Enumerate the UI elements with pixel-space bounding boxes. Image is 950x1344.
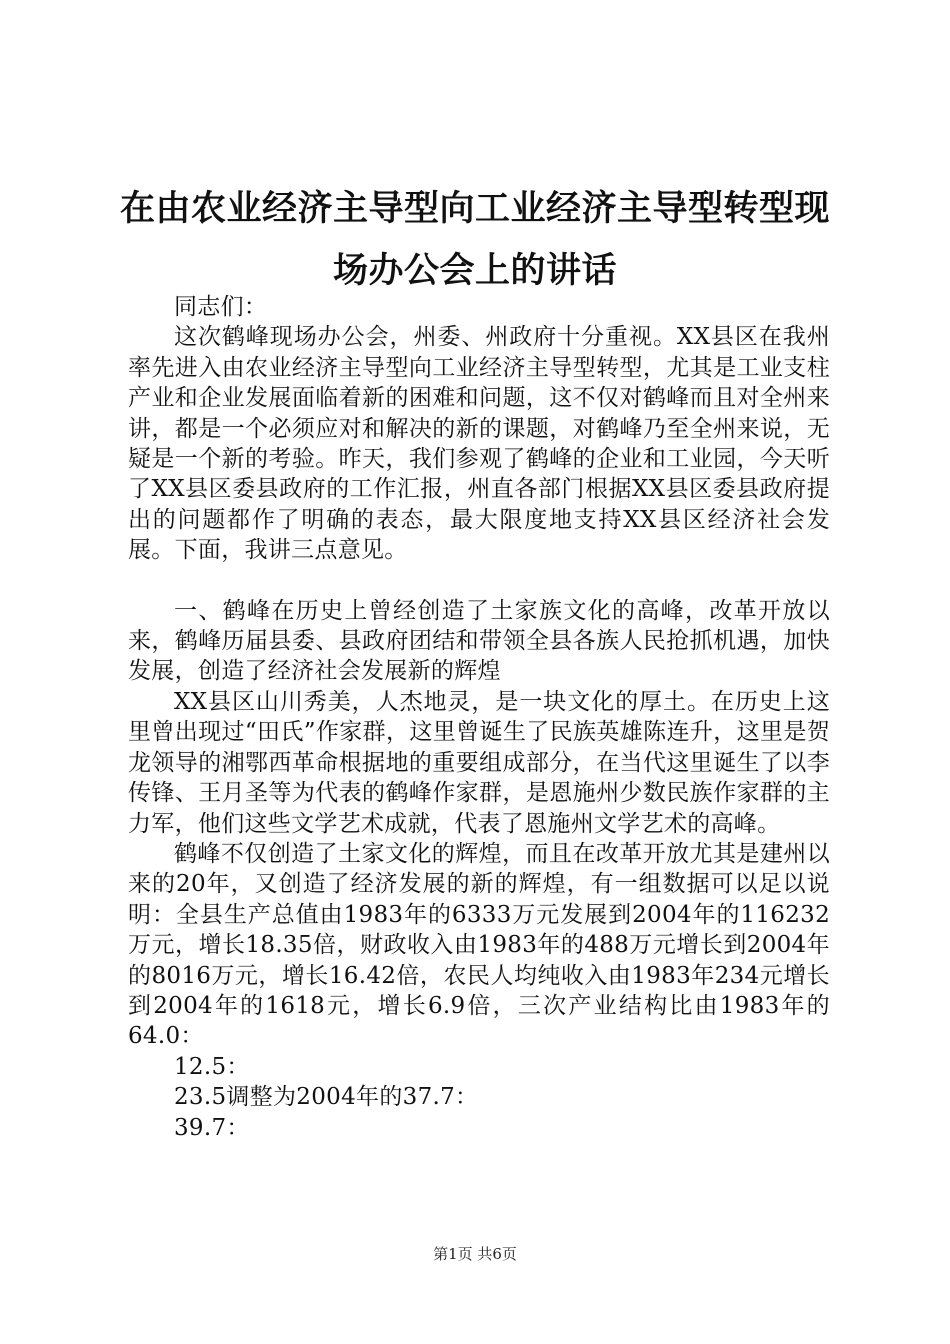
- page-footer: 第1页 共6页: [433, 1245, 517, 1263]
- document-title: [120, 178, 830, 302]
- ratio-line-2: 23.5调整为2004年的37.7：: [174, 1084, 479, 1111]
- ratio-line-1: 12.5：: [174, 1053, 250, 1080]
- history-paragraph: XX县区山川秀美，人杰地灵，是一块文化的厚土。在历史上这里曾出现过“田氏”作家群，这里曾诞生了民族英雄陈连升，这里是贺龙领导的湘鄂西革命根据地的重要组成部分，在当代这里诞生了以李传锋、王月圣等为代表的鹤峰作家群，是恩施州少数民族作家群的主力军，他们这些文学艺术成就，代表了恩施州文学艺术的高峰。: [128, 688, 830, 837]
- paragraph-gap: [128, 566, 830, 596]
- intro-paragraph: 这次鹤峰现场办公会，州委、州政府十分重视。XX县区在我州率先进入由农业经济主导型向工业经济主导型转型，尤其是工业支柱产业和企业发展面临着新的困难和问题，这不仅对鹤峰而且对全州来讲，都是一个必须应对和解决的新的课题，对鹤峰乃至全州来说，无疑是一个新的考验。昨天，我们参观了鹤峰的企业和工业园，今天听了XX县区委县政府的工作汇报，州直各部门根据XX县区委县政府提出的问题都作了明确的表态，最大限度地支持XX县区经济社会发展。下面，我讲三点意见。: [128, 324, 830, 564]
- salutation: 同志们：: [174, 294, 268, 320]
- document-body: [128, 292, 830, 1143]
- title-line-2: 场办公会上的讲话: [332, 250, 617, 291]
- section-heading-1: 一、鹤峰在历史上曾经创造了土家族文化的高峰，改革开放以来，鹤峰历届县委、县政府团结和带领全县各族人民抢抓机遇，加快发展，创造了经济社会发展新的辉煌: [128, 597, 830, 685]
- title-line-1: 在由农业经济主导型向工业经济主导型转型现: [120, 188, 831, 229]
- economy-paragraph: 鹤峰不仅创造了土家文化的辉煌，而且在改革开放尤其是建州以来的20年，又创造了经济发展的新的辉煌，有一组数据可以足以说明：全县生产总值由1983年的6333万元发展到2004年的116232万元，增长18.35倍，财政收入由1983年的488万元增长到2004年的8016万元，增长16.42倍，农民人均纯收入由1983年234元增长到2004年的1618元，增长6.9倍，三次产业结构比由1983年的64.0：: [128, 840, 830, 1050]
- ratio-line-3: 39.7：: [174, 1114, 250, 1141]
